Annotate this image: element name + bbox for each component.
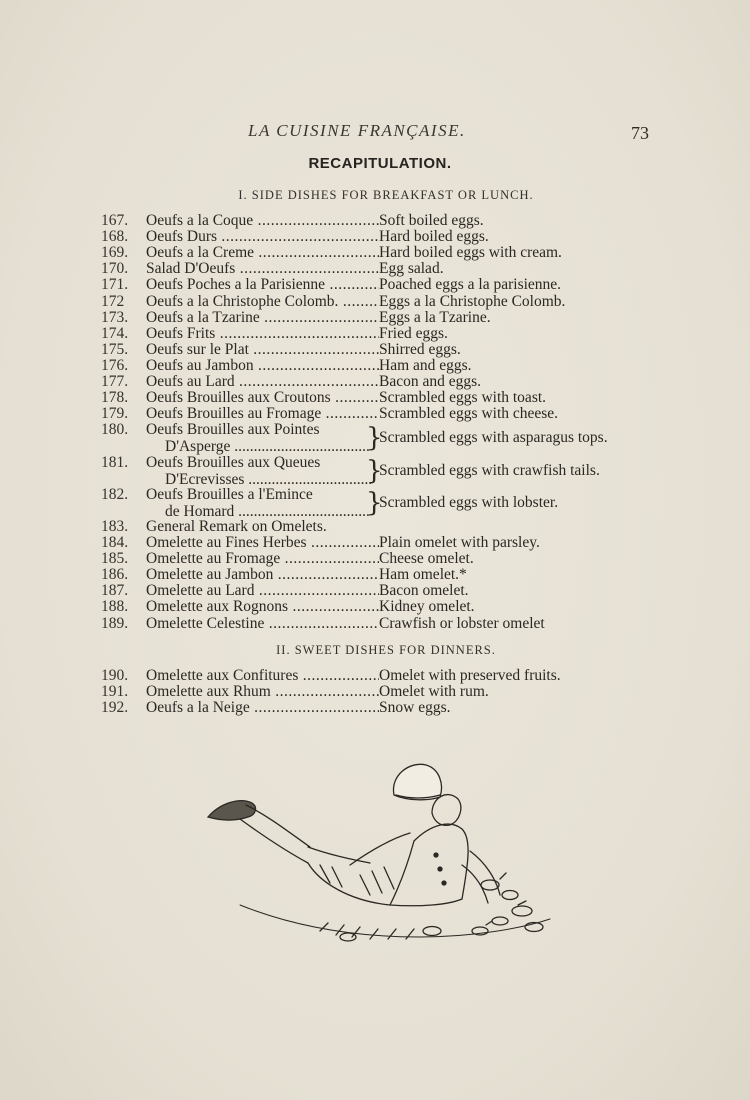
recipe-number: 180. — [101, 421, 129, 439]
recipe-entry — [0, 486, 720, 520]
english-translation: Fried eggs. — [379, 324, 448, 342]
recipe-entry — [0, 699, 720, 716]
recipe-number: 189. — [101, 614, 129, 632]
recipe-entry — [0, 582, 720, 599]
english-translation: Snow eggs. — [379, 699, 451, 717]
recipe-number: 192. — [101, 699, 129, 717]
french-recipe-name-line1: Oeufs Brouilles aux Queues — [146, 453, 321, 471]
recipe-number: 176. — [101, 356, 129, 374]
recipe-entry — [0, 325, 720, 342]
recipe-number: 175. — [101, 340, 129, 358]
english-translation: Poached eggs a la parisienne. — [379, 276, 562, 294]
french-recipe-name: Omelette au Fromage ..... — [146, 550, 379, 567]
recipe-number: 167. — [101, 212, 129, 229]
french-recipe-name: Salad D'Oeufs ..... — [146, 260, 379, 277]
recipe-entry — [0, 534, 720, 551]
french-recipe-name: Oeufs sur le Plat ..... — [146, 341, 379, 358]
french-recipe-name: Omelette aux Rognons ..... — [146, 598, 379, 615]
running-title: LA CUISINE FRANÇAISE. — [248, 121, 466, 140]
french-recipe-name: Oeufs a la Christophe Colomb. ..... — [146, 293, 379, 310]
page-number: 73 — [631, 123, 649, 143]
french-recipe-name: Oeufs Poches a la Parisienne ..... — [146, 276, 379, 293]
recipe-entry — [0, 260, 720, 277]
english-translation: Scrambled eggs with cheese. — [379, 405, 559, 423]
recipe-entry — [0, 667, 720, 684]
recipe-entry — [0, 405, 720, 422]
recipe-entry — [0, 389, 720, 406]
french-recipe-name: Omelette aux Rhum ..... — [146, 683, 379, 700]
english-translation: Bacon and eggs. — [379, 373, 482, 390]
french-recipe-name-line1: Oeufs Brouilles a l'Emince — [146, 485, 313, 503]
recipe-number: 170. — [101, 260, 129, 278]
recipe-entry — [0, 518, 720, 535]
french-recipe-name — [146, 454, 371, 488]
recipe-number: 187. — [101, 582, 129, 600]
recipe-entry — [0, 454, 720, 488]
recipe-number: 181. — [101, 453, 129, 471]
french-recipe-name: General Remark on Omelets. — [146, 517, 327, 535]
recipe-number: 186. — [101, 566, 129, 584]
recipe-number: 184. — [101, 534, 129, 551]
english-translation: Omelet with preserved fruits. — [379, 667, 561, 684]
french-recipe-name: Oeufs au Jambon ..... — [146, 357, 379, 374]
french-recipe-name-line1: Oeufs Brouilles aux Pointes — [146, 421, 320, 439]
curly-brace-icon: } — [366, 423, 383, 454]
recipe-entry — [0, 212, 720, 229]
recipe-entry — [0, 276, 720, 293]
french-recipe-name — [146, 421, 371, 455]
recipe-number: 174. — [101, 324, 129, 342]
recipe-entry — [0, 309, 720, 326]
recipe-entry — [0, 421, 720, 455]
recipe-entry — [0, 598, 720, 615]
english-translation: Eggs a la Tzarine. — [379, 308, 491, 326]
chef-lying-among-eggs-engraving — [200, 755, 560, 955]
english-translation: Shirred eggs. — [379, 340, 461, 358]
english-translation: Scrambled eggs with toast. — [379, 389, 547, 407]
french-recipe-name: Oeufs a la Coque ..... — [146, 212, 379, 229]
recipe-number: 169. — [101, 244, 129, 262]
french-recipe-name: Oeufs Brouilles aux Croutons ..... — [146, 389, 379, 406]
recipe-entry — [0, 357, 720, 374]
french-recipe-name: Omelette Celestine ..... — [146, 615, 379, 632]
english-translation: Eggs a la Christophe Colomb. — [379, 292, 566, 310]
french-recipe-name: Oeufs Frits ..... — [146, 325, 379, 342]
english-translation: Egg salad. — [379, 260, 444, 278]
recipe-number: 177. — [101, 373, 129, 390]
french-recipe-name: Omelette au Fines Herbes ..... — [146, 534, 379, 551]
section-title: RECAPITULATION. — [308, 155, 452, 172]
french-recipe-name: Omelette aux Confitures ..... — [146, 667, 379, 684]
french-recipe-name-line2: D'Asperge ..... — [146, 438, 371, 455]
french-recipe-name: Oeufs a la Tzarine ..... — [146, 309, 379, 326]
section-heading-sweet-dishes: II. SWEET DISHES FOR DINNERS. — [276, 643, 496, 657]
english-translation: Kidney omelet. — [379, 598, 475, 616]
french-recipe-name: Oeufs au Lard ..... — [146, 373, 379, 390]
recipe-entry — [0, 373, 720, 390]
recipe-number: 185. — [101, 550, 129, 568]
english-translation: Hard boiled eggs. — [379, 228, 489, 246]
english-translation: Ham and eggs. — [379, 356, 472, 374]
recipe-entry — [0, 615, 720, 632]
recipe-entry — [0, 341, 720, 358]
recipe-number: 171. — [101, 276, 129, 294]
french-recipe-name: Oeufs a la Neige ..... — [146, 699, 379, 716]
recipe-number: 183. — [101, 517, 129, 535]
english-translation: Cheese omelet. — [379, 550, 474, 568]
french-recipe-name — [146, 486, 371, 520]
recipe-number: 178. — [101, 389, 129, 407]
curly-brace-icon: } — [366, 487, 383, 518]
french-recipe-name: Oeufs Brouilles au Fromage ..... — [146, 405, 379, 422]
recipe-number: 188. — [101, 598, 129, 616]
english-translation: Scrambled eggs with crawfish tails. — [379, 461, 600, 479]
english-translation: Hard boiled eggs with cream. — [379, 244, 562, 262]
english-translation: Crawfish or lobster omelet — [379, 614, 545, 632]
recipe-entry — [0, 550, 720, 567]
section-heading-side-dishes: I. SIDE DISHES FOR BREAKFAST OR LUNCH. — [238, 188, 534, 202]
recipe-entry — [0, 293, 720, 310]
recipe-number: 172 — [101, 292, 125, 310]
recipe-entry — [0, 683, 720, 700]
recipe-entry — [0, 566, 720, 583]
english-translation: Omelet with rum. — [379, 683, 489, 701]
recipe-number: 190. — [101, 667, 129, 684]
french-recipe-name-line2: D'Ecrevisses ..... — [146, 471, 371, 488]
recipe-number: 168. — [101, 228, 129, 246]
french-recipe-name: Oeufs Durs ..... — [146, 228, 379, 245]
english-translation: Ham omelet.* — [379, 566, 467, 584]
english-translation: Bacon omelet. — [379, 582, 469, 600]
french-recipe-name: Omelette au Lard ..... — [146, 582, 379, 599]
recipe-entry — [0, 228, 720, 245]
french-recipe-name: Oeufs a la Creme ..... — [146, 244, 379, 261]
recipe-number: 182. — [101, 485, 129, 503]
curly-brace-icon: } — [366, 455, 383, 486]
english-translation: Scrambled eggs with asparagus tops. — [379, 429, 608, 447]
french-recipe-name-line2: de Homard ..... — [146, 503, 371, 520]
recipe-number: 191. — [101, 683, 129, 701]
recipe-number: 173. — [101, 308, 129, 326]
french-recipe-name: Omelette au Jambon ..... — [146, 566, 379, 583]
english-translation: Scrambled eggs with lobster. — [379, 493, 559, 511]
recipe-entry — [0, 244, 720, 261]
recipe-number: 179. — [101, 405, 129, 423]
english-translation: Soft boiled eggs. — [379, 212, 484, 229]
english-translation: Plain omelet with parsley. — [379, 534, 540, 551]
